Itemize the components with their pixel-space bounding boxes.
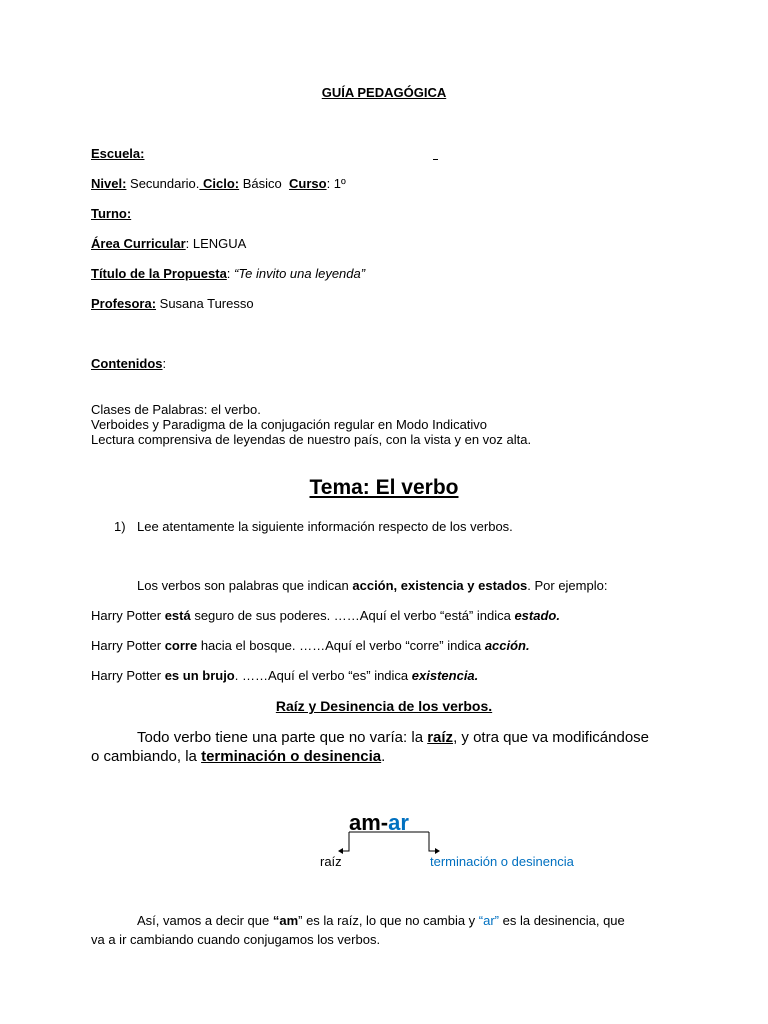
area-field [91,236,246,251]
instruction-number: 1) [114,519,126,534]
nivel-value: Secundario. [126,176,200,191]
document-title: GUÍA PEDAGÓGICA [321,85,447,100]
curso-value: : 1º [326,176,346,191]
ciclo-label: Ciclo: [199,176,240,191]
raiz-term: raíz [427,729,454,746]
intro-tail: . Por ejemplo: [527,578,608,593]
titulo-label: Título de la Propuesta [91,266,227,281]
closing-text: Así, vamos a decir que [137,913,273,928]
titulo-value: “Te invito una leyenda” [234,266,366,281]
curso-label: Curso [289,176,327,191]
paragraph-line-1 [137,729,649,746]
paragraph-text: , y otra que va modificándose [453,729,650,746]
intro-bold: acción, existencia y estados [352,578,528,593]
area-label: Área Curricular [91,236,186,251]
closing-text: es la desinencia, que [499,913,625,928]
closing-line-2: va a ir cambiando cuando conjugamos los verbos. [91,932,381,947]
example-kind: acción. [484,638,530,653]
contenidos-heading [91,356,166,371]
example-line [91,608,560,623]
example-verb: es un brujo [164,668,235,683]
escuela-label: Escuela: [91,146,145,161]
profesora-field [91,296,254,311]
example-pre: Harry Potter [91,668,165,683]
intro-text: Los verbos son palabras que indican [137,578,353,593]
example-pre: Harry Potter [91,638,165,653]
paragraph-text: . [381,748,386,765]
contenidos-list [91,402,531,447]
closing-am: “am [272,913,299,928]
example-mid: . ……Aquí el verbo “es” indica [234,668,412,683]
desinencia-term: terminación o desinencia [201,748,382,765]
titulo-field [91,266,365,281]
paragraph-text: Todo verbo tiene una parte que no varía: la [137,729,428,746]
blank-marker [433,159,438,160]
turno-field [91,206,131,221]
tema-heading: Tema: El verbo [309,476,459,499]
example-verb: corre [164,638,198,653]
instruction-text: Lee atentamente la siguiente información respecto de los verbos. [137,519,513,534]
example-kind: existencia. [411,668,479,683]
turno-label: Turno: [91,206,132,221]
example-line [91,668,478,683]
diagram-root-label: raíz [320,854,342,869]
area-value: : LENGUA [185,236,247,251]
titulo-sep: : [226,266,235,281]
subheading-text: Raíz y Desinencia de los verbos. [275,698,493,714]
intro-paragraph [137,578,607,593]
contenidos-label: Contenidos [91,356,163,371]
contenidos-item: Clases de Palabras: el verbo. [91,402,261,417]
contenidos-item: Verboides y Paradigma de la conjugación regular en Modo Indicativo [91,417,488,432]
example-verb: está [164,608,191,623]
paragraph-text: o cambiando, la [91,748,202,765]
profesora-label: Profesora: [91,296,157,311]
nivel-label: Nivel: [91,176,127,191]
diagram-root: am- [349,810,389,835]
example-mid: seguro de sus poderes. ……Aquí el verbo “está” indica [190,608,515,623]
escuela-field [91,146,144,161]
diagram-ending: ar [388,810,409,835]
contenidos-colon: : [162,356,167,371]
closing-line-1 [137,913,625,928]
example-mid: hacia el bosque. ……Aquí el verbo “corre” indica [197,638,485,653]
contenidos-item: Lectura comprensiva de leyendas de nuestro país, con la vista y en voz alta. [91,432,532,447]
closing-ar: “ar” [478,913,500,928]
section-subheading [0,698,768,714]
paragraph-line-2 [91,748,385,765]
example-pre: Harry Potter [91,608,165,623]
example-kind: estado. [514,608,560,623]
ciclo-value: Básico [239,176,286,191]
diagram-ending-label: terminación o desinencia [430,854,574,869]
closing-text: ” es la raíz, lo que no cambia y [298,913,479,928]
nivel-field [91,176,346,191]
example-line [91,638,530,653]
profesora-value: Susana Turesso [156,296,254,311]
